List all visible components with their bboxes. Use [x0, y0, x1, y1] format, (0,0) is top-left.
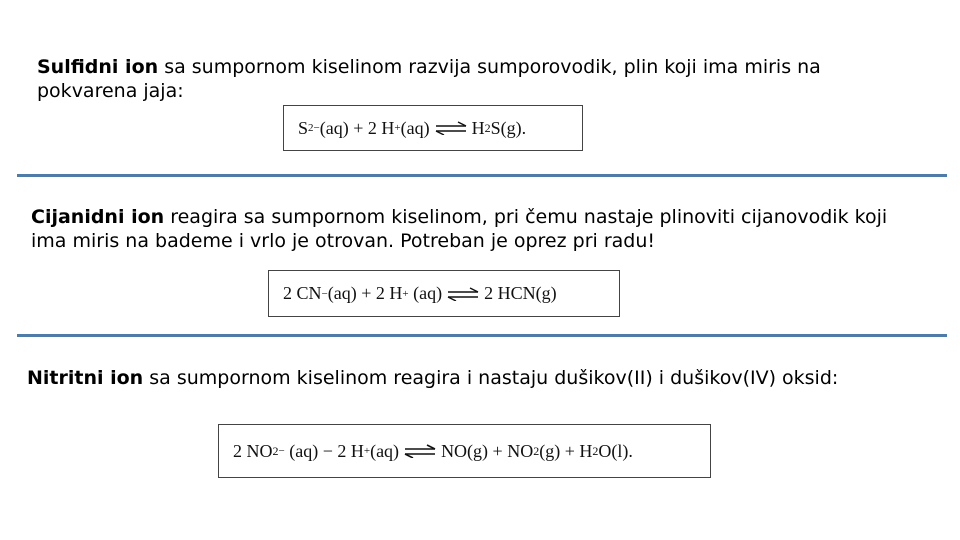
nitrite-paragraph: [27, 366, 907, 390]
eq1-product: H: [471, 117, 485, 138]
equilibrium-arrow-icon: [434, 121, 468, 135]
sulfide-equation: S 2− (aq) + 2 H + (aq) H 2 S(g).: [283, 105, 583, 151]
eq3-acid: 2 H: [337, 440, 364, 461]
eq1-acid: 2 H: [367, 117, 395, 138]
divider-2: [17, 334, 947, 337]
sulfide-paragraph: [37, 55, 837, 103]
eq2-acid: 2 H: [375, 283, 403, 303]
eq2-acid-state: (aq): [413, 283, 443, 303]
eq1-product-rest: S(g).: [490, 117, 527, 138]
eq2-ion: 2 CN: [283, 283, 322, 303]
eq3-product-1: NO(g) + NO: [441, 440, 534, 461]
nitrite-term: Nitritni ion: [27, 367, 144, 389]
eq3-product-2: (g) + H: [539, 440, 593, 461]
sulfide-term: Sulfidni ion: [37, 56, 159, 78]
eq1-ion: S: [298, 117, 309, 138]
eq3-product-3: O(l).: [598, 440, 633, 461]
eq3-ion: 2 NO: [233, 440, 273, 461]
cyanide-description: reagira sa sumpornom kiselinom, pri čemu nastaje plinoviti cijanovodik koji ima miris na bademe i vrlo je otrovan. Potreban je oprez pri radu!: [31, 206, 888, 252]
eq3-plus: −: [322, 440, 333, 461]
cyanide-paragraph: [31, 205, 911, 253]
divider-1: [17, 174, 947, 177]
cyanide-equation: 2 CN − (aq) + 2 H + (aq) 2 HCN(g): [268, 270, 620, 317]
eq2-product: 2 HCN(g): [484, 283, 557, 303]
nitrite-equation: 2 NO 2 − (aq) − 2 H + (aq) NO(g) + NO 2 (g) + H 2 O(l).: [218, 424, 711, 478]
equilibrium-arrow-icon: [403, 444, 437, 458]
cyanide-term: Cijanidni ion: [31, 206, 165, 228]
eq1-plus: +: [353, 117, 364, 138]
sulfide-description: sa sumpornom kiselinom razvija sumporovodik, plin koji ima miris na pokvarena jaja:: [37, 56, 821, 102]
eq3-ion-state: (aq): [289, 440, 319, 461]
nitrite-description: sa sumpornom kiselinom reagira i nastaju dušikov(II) i dušikov(IV) oksid:: [143, 367, 839, 389]
eq1-ion-state: (aq): [319, 117, 349, 138]
eq3-acid-state: (aq): [370, 440, 400, 461]
eq2-plus: +: [361, 283, 372, 303]
eq2-ion-state: (aq): [327, 283, 357, 303]
eq1-acid-state: (aq): [400, 117, 430, 138]
equilibrium-arrow-icon: [446, 287, 480, 301]
